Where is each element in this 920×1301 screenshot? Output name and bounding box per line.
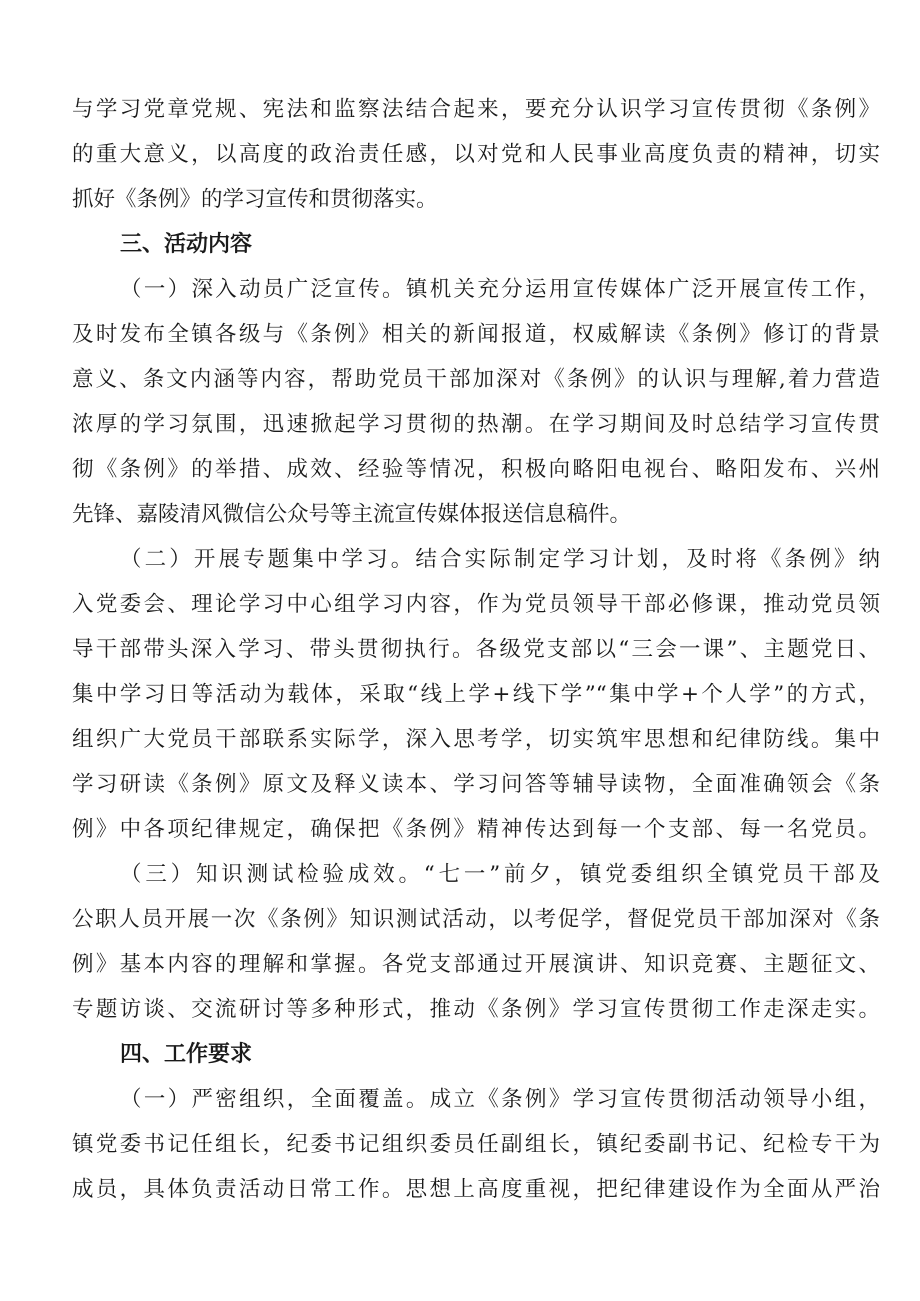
para-4-1-line-2: 镇党委书记任组长，纪委书记组织委员任副组长，镇纪委副书记、纪检专干为 xyxy=(72,1132,880,1157)
intro-line-1: 与学习党章党规、宪法和监察法结合起来，要充分认识学习宣传贯彻《条例》 xyxy=(72,97,880,122)
para-3-1-line-5: 彻《条例》的举措、成效、经验等情况，积极向略阳电视台、略阳发布、兴州 xyxy=(72,457,880,482)
para-3-1-line-2: 及时发布全镇各级与《条例》相关的新闻报道，权威解读《条例》修订的背景 xyxy=(72,322,880,347)
para-3-2-line-1: （二）开展专题集中学习。结合实际制定学习计划，及时将《条例》纳 xyxy=(120,547,880,572)
intro-line-2: 的重大意义，以高度的政治责任感，以对党和人民事业高度负责的精神，切实 xyxy=(72,142,880,167)
para-3-3-line-3: 例》基本内容的理解和掌握。各党支部通过开展演讲、知识竞赛、主题征文、 xyxy=(72,952,880,977)
para-3-2-line-5: 组织广大党员干部联系实际学，深入思考学，切实筑牢思想和纪律防线。集中 xyxy=(72,727,880,752)
section-heading-activity-content: 三、活动内容 xyxy=(120,232,253,257)
para-4-1-line-1: （一）严密组织，全面覆盖。成立《条例》学习宣传贯彻活动领导小组， xyxy=(120,1087,880,1112)
para-4-1-line-3: 成员，具体负责活动日常工作。思想上高度重视，把纪律建设作为全面从严治 xyxy=(72,1177,880,1202)
para-3-2-line-4: 集中学习日等活动为载体，采取“线上学+线下学”“集中学+个人学”的方式， xyxy=(72,682,880,707)
para-3-2-line-3: 导干部带头深入学习、带头贯彻执行。各级党支部以“三会一课”、主题党日、 xyxy=(72,637,880,662)
para-3-1-line-6: 先锋、嘉陵清风微信公众号等主流宣传媒体报送信息稿件。 xyxy=(72,502,632,527)
para-3-2-line-7: 例》中各项纪律规定，确保把《条例》精神传达到每一个支部、每一名党员。 xyxy=(72,817,880,842)
para-3-3-line-2: 公职人员开展一次《条例》知识测试活动，以考促学，督促党员干部加深对《条 xyxy=(72,907,880,932)
para-3-2-line-2: 入党委会、理论学习中心组学习内容，作为党员领导干部必修课，推动党员领 xyxy=(72,592,880,617)
section-heading-work-requirements: 四、工作要求 xyxy=(120,1042,253,1067)
para-3-3-line-1: （三）知识测试检验成效。“七一”前夕，镇党委组织全镇党员干部及 xyxy=(120,862,880,887)
para-3-1-line-4: 浓厚的学习氛围，迅速掀起学习贯彻的热潮。在学习期间及时总结学习宣传贯 xyxy=(72,412,880,437)
para-3-1-line-1: （一）深入动员广泛宣传。镇机关充分运用宣传媒体广泛开展宣传工作， xyxy=(120,277,880,302)
para-3-3-line-4: 专题访谈、交流研讨等多种形式，推动《条例》学习宣传贯彻工作走深走实。 xyxy=(72,997,880,1022)
intro-line-3: 抓好《条例》的学习宣传和贯彻落实。 xyxy=(72,187,438,212)
para-3-2-line-6: 学习研读《条例》原文及释义读本、学习问答等辅导读物，全面准确领会《条 xyxy=(72,772,880,797)
para-3-1-line-3: 意义、条文内涵等内容，帮助党员干部加深对《条例》的认识与理解,着力营造 xyxy=(72,367,880,392)
